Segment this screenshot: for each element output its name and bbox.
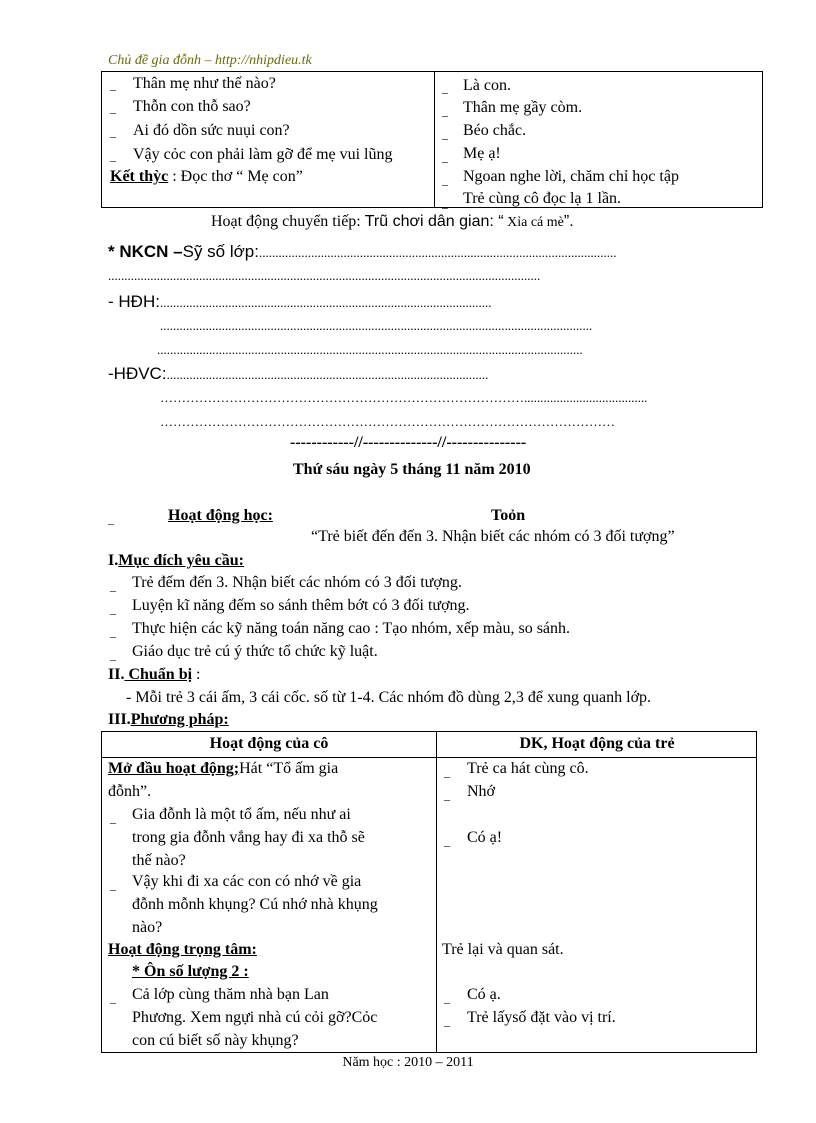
bullet-dash: _ [444, 765, 450, 779]
section-title: Mục đích yêu cầu: [118, 552, 245, 569]
child-response: Trẻ ca hát cùng cô. [467, 760, 589, 777]
section-number: I. [108, 552, 119, 569]
transition-line [211, 213, 574, 231]
ket-thuc-line [110, 168, 303, 186]
question-1: Thân mẹ như thế nào? [133, 75, 276, 92]
date-title: Thứ sáu ngày 5 tháng 11 năm 2010 [293, 461, 531, 478]
bullet-dash: _ [110, 648, 116, 662]
hdh-line [108, 292, 491, 312]
lesson-subject: Toỏn [491, 507, 526, 524]
section-number: II. [108, 666, 125, 683]
bullet-dash: _ [444, 788, 450, 802]
answer-2: Thân mẹ gầy còm. [463, 99, 583, 116]
transition-end: ”. [563, 213, 574, 230]
child-response: Có ạ. [467, 986, 501, 1003]
bullet-dash: _ [444, 834, 450, 848]
on-so-luong-heading: * Ôn số lượng 2 : [132, 963, 249, 980]
table-divider [436, 732, 437, 1052]
nkcn-line [108, 242, 616, 262]
dots: ................................................................................................................................... [157, 342, 583, 357]
answer-1: Là con. [463, 77, 511, 94]
bullet-dash: _ [444, 1014, 450, 1028]
table-divider [434, 72, 435, 207]
separator: ------------//--------------//--------------- [290, 434, 527, 451]
dots: .............................................................................................................. [258, 245, 617, 260]
objective-1: Trẻ đếm đến 3. Nhận biết các nhóm có 3 đối tượng. [132, 574, 462, 591]
bullet-dash: _ [108, 512, 114, 526]
child-response: Có ạ! [467, 829, 503, 846]
mo-dau-line [108, 760, 338, 778]
question-2: Thỗn con thỗ sao? [133, 98, 251, 115]
section-1-heading [108, 552, 244, 570]
bullet-dash: _ [442, 196, 448, 210]
bullet-dash: _ [444, 991, 450, 1005]
answer-3: Béo chắc. [463, 122, 527, 139]
transition-game: Trũ chơi dân gian: “ [364, 213, 504, 230]
dots: ...................................................................................................... [159, 295, 492, 310]
objective-4: Giáo dục trẻ cú ý thức tổ chức kỹ luật. [132, 643, 378, 660]
teacher-line: trong gia đỗnh vắng hay đi xa thỗ sẽ [132, 829, 365, 846]
dots: ..................................................................................................................................... [160, 318, 593, 333]
objective-3: Thực hiện các kỹ năng toán năng cao : Tạo nhóm, xếp màu, so sánh. [132, 620, 571, 637]
column-header-children: DK, Hoạt động của trẻ [519, 735, 675, 752]
mo-dau-text-2: đỗnh”. [108, 783, 152, 800]
nkcn-label: * NKCN – [108, 242, 183, 261]
bullet-dash: _ [110, 811, 116, 825]
hdvc-line [108, 364, 488, 384]
preparation-item: - Mỗi trẻ 3 cái ấm, 3 cái cốc. số từ 1-4. Các nhóm đồ dùng 2,3 để xung quanh lớp. [126, 689, 652, 706]
section-3-heading [108, 711, 229, 729]
bullet-dash: _ [110, 101, 116, 115]
table-header-divider [102, 757, 756, 758]
section-2-heading [108, 666, 201, 684]
hdh-label: - HĐH: [108, 292, 160, 311]
answer-4: Mẹ ạ! [463, 145, 501, 162]
child-response: Nhớ [467, 783, 496, 800]
mo-dau-label: Mở đầu hoạt động; [108, 760, 240, 777]
hdvc-label: -HĐVC: [108, 364, 167, 383]
question-4: Vậy cỏc con phải làm gỡ để mẹ vui lũng [133, 146, 393, 163]
column-header-teacher: Hoạt động của cô [209, 735, 329, 752]
bullet-dash: _ [442, 127, 448, 141]
section-colon: : [192, 666, 201, 683]
bullet-dash: _ [442, 150, 448, 164]
section-number: III. [108, 711, 131, 728]
activity-table-1 [101, 71, 763, 208]
teacher-line: Cả lớp cùng thăm nhà bạn Lan [132, 986, 329, 1003]
dots: ..................................................................................................................................... [108, 268, 541, 283]
lesson-topic: “Trẻ biết đến đến 3. Nhận biết các nhóm có 3 đối tượng” [311, 528, 675, 545]
bullet-dash: _ [442, 81, 448, 95]
section-title: Phương pháp: [130, 711, 229, 728]
child-response: Trẻ lấysố đặt vào vị trí. [467, 1009, 616, 1026]
bullet-dash: _ [110, 602, 116, 616]
transition-prefix: Hoạt động chuyển tiếp: [211, 213, 365, 230]
dots: ................................................................................................... [166, 367, 489, 382]
activity-table-2 [101, 731, 757, 1053]
ket-thuc-text: : Đọc thơ “ Mẹ con” [168, 168, 303, 185]
answer-5: Ngoan nghe lời, chăm chỉ học tập [463, 168, 679, 185]
teacher-line: con cú biết số này khụng? [132, 1032, 299, 1049]
answer-6: Trẻ cùng cô đọc lạ 1 lần. [463, 190, 622, 207]
mo-dau-text: Hát “Tổ ấm gia [239, 760, 339, 777]
teacher-line: đỗnh mỗnh khụng? Cú nhớ nhà khụng [132, 896, 378, 913]
bullet-dash: _ [110, 579, 116, 593]
trong-tam-heading: Hoạt động trọng tâm: [108, 941, 257, 958]
objective-2: Luyện kĩ năng đếm so sánh thêm bớt có 3 đối tượng. [132, 597, 470, 614]
siso-label: Sỹ số lớp: [182, 242, 259, 261]
teacher-line: Phương. Xem ngựi nhà cú cỏi gỡ?Cỏc [132, 1009, 378, 1026]
bullet-dash: _ [442, 104, 448, 118]
ket-thuc-label: Kết thỳc [110, 168, 169, 185]
child-response: Trẻ lại và quan sát. [442, 941, 564, 958]
bullet-dash: _ [110, 625, 116, 639]
bullet-dash: _ [110, 991, 116, 1005]
bullet-dash: _ [442, 173, 448, 187]
dots: …………………………………………………………………………………………… [160, 414, 615, 429]
bullet-dash: _ [110, 125, 116, 139]
section-title: Chuẩn bị [124, 666, 193, 683]
page-footer: Năm học : 2010 – 2011 [342, 1055, 474, 1070]
teacher-line: Vậy khi đi xa các con có nhớ về gia [132, 873, 362, 890]
bullet-dash: _ [110, 878, 116, 892]
question-3: Ai đó dồn sức nuụi con? [133, 122, 290, 139]
page-header: Chủ đề gia đỗnh – http://nhipdieu.tk [108, 53, 312, 68]
bullet-dash: _ [110, 78, 116, 92]
teacher-line: thế nào? [132, 852, 186, 869]
dots: …………………………………………………………………………...................................... [160, 390, 648, 405]
teacher-line: nào? [132, 919, 163, 936]
transition-game-name: Xỉa cá mè [503, 215, 564, 230]
teacher-line: Gia đỗnh là một tổ ấm, nếu như ai [132, 806, 351, 823]
lesson-label: Hoạt động học: [168, 507, 273, 524]
bullet-dash: _ [110, 149, 116, 163]
